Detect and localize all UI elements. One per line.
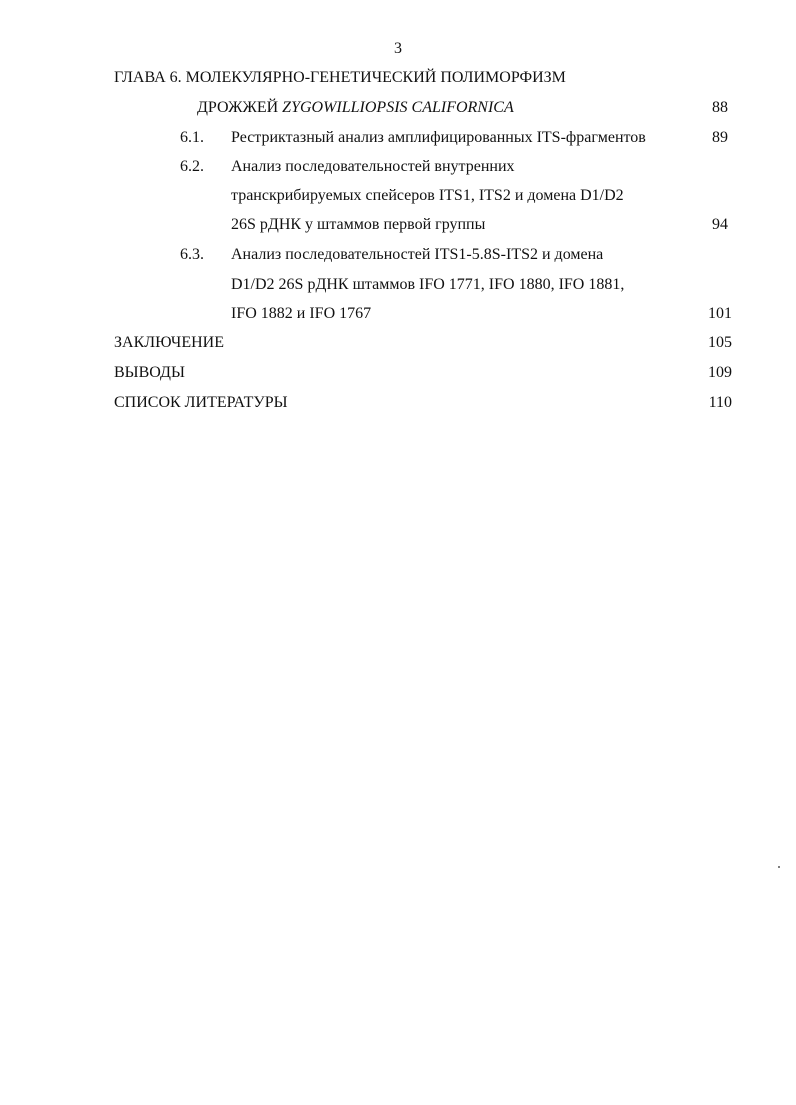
toc-conclusion-label: ЗАКЛЮЧЕНИЕ (114, 334, 224, 351)
scan-speck (778, 866, 780, 868)
toc-findings-page: 109 (708, 364, 732, 381)
toc-section-6-2-title-line1: Анализ последовательностей внутренних (231, 158, 515, 175)
page-number: 3 (394, 40, 402, 57)
toc-section-6-3-title-line3: IFO 1882 и IFO 1767 (231, 305, 372, 322)
toc-section-6-3-page: 101 (708, 305, 732, 322)
toc-chapter-6-title-line1: ГЛАВА 6. МОЛЕКУЛЯРНО-ГЕНЕТИЧЕСКИЙ ПОЛИМОРФИЗМ (114, 69, 566, 86)
toc-conclusion-page: 105 (708, 334, 732, 351)
toc-section-6-2-title-line2: транскрибируемых спейсеров ITS1, ITS2 и домена D1/D2 (231, 187, 624, 204)
toc-chapter-6-page: 88 (712, 99, 728, 116)
toc-section-6-2-title-line3: 26S рДНК у штаммов первой группы (231, 216, 486, 233)
toc-chapter-6-title-prefix: ДРОЖЖЕЙ (197, 99, 283, 116)
toc-chapter-6-species-name: ZYGOWILLIOPSIS CALIFORNICA (282, 99, 514, 116)
toc-findings-label: ВЫВОДЫ (114, 364, 185, 381)
toc-section-6-1-title: Рестриктазный анализ амплифицированных ITS-фрагментов (231, 129, 646, 146)
toc-section-6-3-number: 6.3. (180, 246, 204, 263)
toc-section-6-3-title-line2: D1/D2 26S рДНК штаммов IFO 1771, IFO 1880, IFO 1881, (231, 276, 625, 293)
toc-references-label: СПИСОК ЛИТЕРАТУРЫ (114, 394, 288, 411)
toc-references-page: 110 (708, 394, 732, 411)
toc-section-6-1-page: 89 (712, 129, 728, 146)
toc-chapter-6-title-line2 (197, 98, 514, 118)
toc-section-6-3-title-line1: Анализ последовательностей ITS1-5.8S-ITS2 и домена (231, 246, 604, 263)
toc-section-6-2-number: 6.2. (180, 158, 204, 175)
toc-section-6-2-page: 94 (712, 216, 728, 233)
toc-section-6-1-number: 6.1. (180, 129, 204, 146)
